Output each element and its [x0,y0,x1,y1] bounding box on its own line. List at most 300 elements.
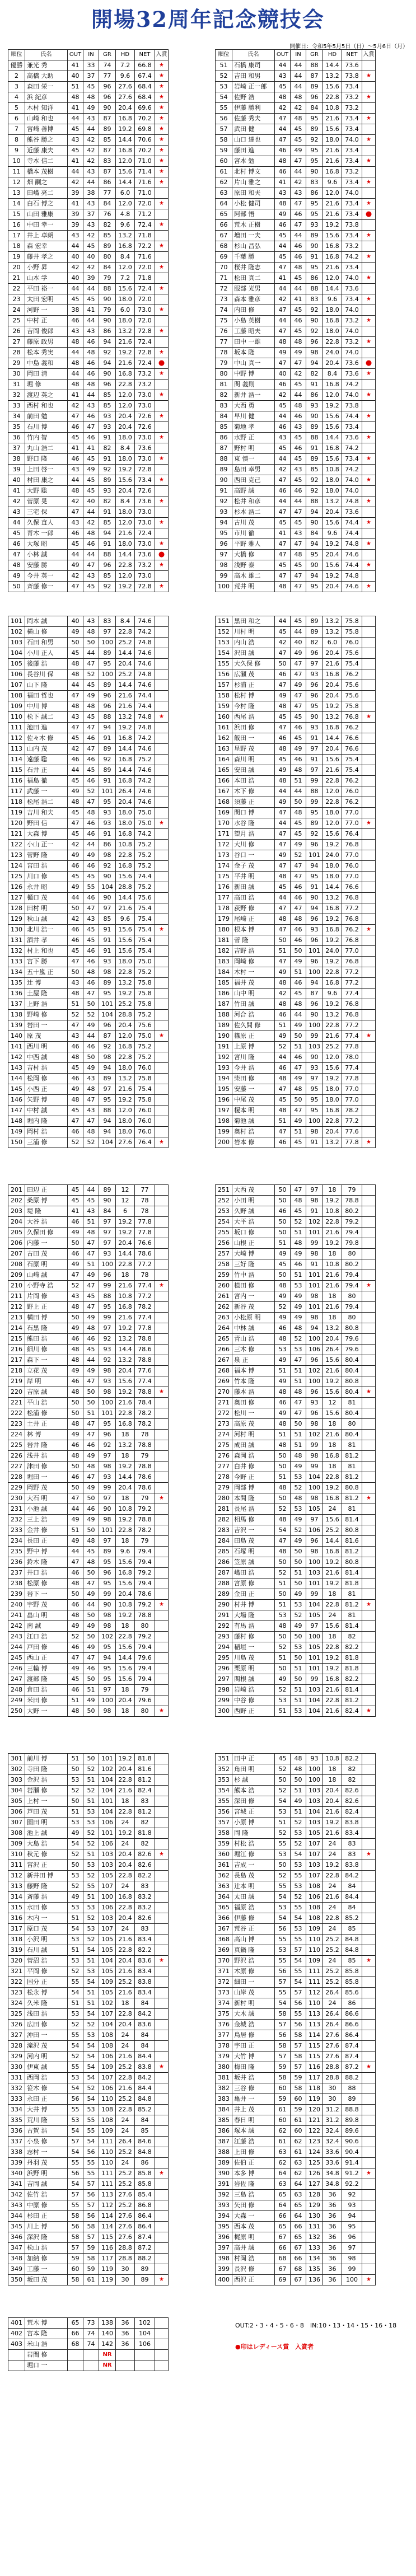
rank-cell: 124 [8,861,25,872]
in-cell: 48 [83,1557,99,1568]
net-cell: 77.6 [342,1127,362,1137]
table-row [216,1547,376,1557]
net-cell: 72.6 [135,422,155,433]
prize-cell [362,765,376,776]
in-cell: 45 [291,305,306,316]
out-cell: 51 [68,1525,83,1536]
gr-cell: 98 [306,1547,323,1557]
gr-cell: 82 [99,497,116,507]
table-row [216,316,376,326]
hd-cell: 18 [323,1185,342,1196]
rank-cell: 112 [8,733,25,744]
gr-cell: 92 [306,486,323,497]
name-cell: 沖田 一 [25,2030,68,2041]
hd-cell: 22.8 [116,560,135,571]
table-row [8,135,169,146]
hd-cell: 15.6 [323,829,342,840]
name-cell: 渡部 隆 [25,1674,68,1685]
hd-cell: 36 [323,2232,342,2243]
prize-cell [362,1786,376,1796]
table-row [216,358,376,369]
prize-star-icon: ★ [362,273,376,284]
rank-cell: 148 [8,1116,25,1127]
table-row [216,199,376,209]
name-cell: 堀口 一 [25,2360,68,2371]
rank-cell: 307 [8,1818,25,1828]
out-cell: 55 [275,1935,291,1945]
in-cell: 49 [291,1536,306,1547]
rank-cell: 246 [8,1664,25,1674]
table-row [216,1536,376,1547]
prize-star-icon: ★ [362,518,376,528]
net-cell: 72.8 [135,582,155,592]
hd-cell: 10.8 [116,1600,135,1610]
table-row [8,401,169,411]
name-cell: 石田 和男 [25,638,68,648]
hd-cell: 24 [116,1881,135,1892]
net-cell: 78.2 [135,1302,155,1313]
net-cell: 78.2 [135,1408,155,1419]
table-row [216,1642,376,1653]
prize-cell [155,1020,169,1031]
name-cell: 武田 健 [232,124,275,135]
in-cell: 33 [83,60,99,71]
rank-cell: 382 [216,2083,232,2094]
table-row [8,1020,169,1031]
rank-cell: 171 [216,829,232,840]
rank-cell: 155 [216,659,232,669]
prize-star-icon: ★ [362,2168,376,2179]
out-cell: 44 [275,241,291,252]
rank-cell: 351 [216,1754,232,1764]
table-row [8,786,169,797]
hd-cell: 24 [323,1504,342,1515]
out-cell: 48 [275,1515,291,1525]
table-row [216,1398,376,1408]
in-cell: 45 [83,1547,99,1557]
prize-cell [362,1345,376,1355]
rank-cell: 332 [8,2083,25,2094]
gr-cell: 89 [306,231,323,241]
net-cell: 84 [135,2115,155,2126]
rank-cell: 59 [216,146,232,156]
prize-cell [362,348,376,358]
table-row [216,1860,376,1871]
prize-cell [155,1419,169,1430]
gr-cell: 109 [306,1956,323,1966]
prize-cell [155,1913,169,1924]
rank-cell: 223 [8,1419,25,1430]
in-cell: 45 [291,712,306,723]
gr-cell: 110 [306,1945,323,1956]
name-cell: 高木 雄二 [232,571,275,582]
net-cell: 85 [342,1956,362,1966]
table-row [8,411,169,422]
prize-cell [362,1807,376,1818]
net-cell: 75.8 [135,1095,155,1106]
rank-cell: 366 [216,1913,232,1924]
hd-cell: 36 [323,2264,342,2275]
out-cell: 51 [275,1366,291,1376]
out-cell: 41 [68,390,83,401]
out-cell: 41 [68,156,83,167]
in-cell: 47 [291,659,306,669]
out-cell: 40 [275,369,291,380]
out-cell: 50 [68,1238,83,1249]
rank-cell: 9 [8,146,25,156]
gr-cell: 82 [99,220,116,231]
out-cell: 46 [275,146,291,156]
out-cell: 50 [275,1493,291,1504]
gr-cell: 105 [99,1988,116,1998]
prize-cell [155,1547,169,1557]
hd-cell: 18 [116,1430,135,1440]
rank-cell: 286 [216,1557,232,1568]
out-cell: 53 [68,1818,83,1828]
out-cell: 52 [275,1642,291,1653]
in-cell: 49 [291,1515,306,1525]
gr-cell: 93 [306,1063,323,1074]
out-cell: 67 [275,2232,291,2243]
out-cell: 43 [68,712,83,723]
in-cell: 46 [83,893,99,903]
out-cell: 52 [68,1632,83,1642]
out-cell: 50 [68,903,83,914]
gr-cell: 103 [306,1860,323,1871]
prize-cell [362,1913,376,1924]
net-cell: 73.2 [342,241,362,252]
net-cell: 74.4 [135,872,155,882]
out-cell: 50 [275,935,291,946]
hd-cell: 24 [323,1610,342,1621]
rank-cell: 25 [8,316,25,326]
gr-cell: 94 [99,358,116,369]
hd-cell: 18.0 [323,808,342,818]
out-cell: 51 [68,1913,83,1924]
net-cell: 82 [135,1818,155,1828]
rank-cell: 392 [216,2190,232,2200]
name-cell: 西沢 正 [232,2275,275,2285]
in-cell: 44 [83,1355,99,1366]
gr-cell: 98 [306,348,323,358]
rank-cell: 109 [8,701,25,712]
in-cell: 45 [291,454,306,465]
prize-star-icon: ★ [362,114,376,124]
prize-star-icon: ★ [362,433,376,443]
rank-cell: 356 [216,1807,232,1818]
rank-cell: 181 [216,935,232,946]
net-cell: 79 [135,1451,155,1462]
hd-cell: 27.6 [116,1137,135,1148]
net-cell: 77.2 [342,1020,362,1031]
in-cell: 41 [83,443,99,454]
out-cell: 51 [68,82,83,92]
gr-cell: 103 [306,1042,323,1052]
table-row [216,1956,376,1966]
table-row [8,475,169,486]
out-cell: 43 [68,1291,83,1302]
name-cell: 増田 一夫 [232,231,275,241]
gr-cell: 91 [306,1206,323,1217]
name-cell: 田島 茂 [232,1536,275,1547]
rank-cell: 83 [216,401,232,411]
out-cell: 50 [275,1775,291,1786]
net-cell: 77.2 [135,1291,155,1302]
net-cell: 73.8 [342,220,362,231]
in-cell: 59 [83,2243,99,2254]
out-cell: 46 [68,1217,83,1228]
table-row [216,1052,376,1063]
table-row [8,1238,169,1249]
rank-cell: 179 [216,914,232,925]
table-row [8,935,169,946]
in-cell: 45 [291,380,306,390]
hd-cell: 20.4 [116,103,135,114]
hd-cell: 15.6 [116,946,135,957]
name-cell: 小山 正一 [25,840,68,850]
table-row [8,861,169,872]
in-cell: 46 [83,433,99,443]
in-cell: 50 [291,1031,306,1042]
in-cell: 48 [83,1462,99,1472]
rank-cell: 213 [8,1313,25,1323]
rank-cell: 292 [216,1621,232,1632]
gr-cell: 108 [306,1881,323,1892]
gr-cell: 98 [306,1249,323,1259]
table-row [216,701,376,712]
prize-star-icon: ★ [362,177,376,188]
in-cell: 57 [83,2179,99,2190]
gr-cell: 84 [99,199,116,209]
rank-cell: 29 [8,358,25,369]
table-row [8,978,169,989]
in-cell: 44 [83,1185,99,1196]
net-cell: 80 [342,1249,362,1259]
in-cell: 50 [291,1547,306,1557]
hd-cell: 14.4 [323,433,342,443]
name-cell: 上野 浩 [25,999,68,1010]
prize-cell [155,1589,169,1600]
table-row [216,2275,376,2285]
table-row [8,582,169,592]
gr-cell: 106 [306,1525,323,1536]
in-cell: 48 [83,1127,99,1137]
hd-cell: 14.4 [116,135,135,146]
name-cell: 堀田 一 [25,1472,68,1483]
prize-cell [362,840,376,850]
net-cell: 82 [135,1839,155,1849]
name-cell: 永田 正 [25,2094,68,2105]
in-cell: 47 [291,582,306,592]
in-cell: 46 [291,893,306,903]
name-cell: 小西 正 [25,1084,68,1095]
prize-cell [362,1042,376,1052]
hd-cell: 12 [323,1398,342,1408]
rank-cell: 269 [216,1376,232,1387]
name-cell: 杉田 正 [25,2211,68,2222]
name-cell: 大木 誠 [232,2009,275,2020]
prize-cell [362,465,376,475]
gr-cell: 112 [99,2200,116,2211]
out-cell: 48 [275,1547,291,1557]
hd-cell: 20.4 [116,2020,135,2030]
prize-cell [155,723,169,733]
net-cell: 74.4 [342,528,362,539]
table-row [216,2254,376,2264]
name-cell: 関口 博 [232,808,275,818]
gr-cell: 106 [99,1903,116,1913]
prize-cell [155,1052,169,1063]
rank-cell: 35 [8,422,25,433]
in-cell: 49 [83,1642,99,1653]
name-cell: 福本 博 [232,1366,275,1376]
prize-cell [362,1557,376,1568]
net-cell: 77.4 [342,989,362,999]
in-cell: 39 [83,273,99,284]
net-cell: 78.6 [135,1345,155,1355]
gr-cell: 95 [99,797,116,808]
name-cell: 上田 修 [232,2147,275,2158]
out-cell: 65 [275,2190,291,2200]
rank-cell: 401 [8,2318,25,2329]
prize-cell [362,1818,376,1828]
gr-cell: 93 [306,1754,323,1764]
name-cell: 桜井 隆志 [232,263,275,273]
table-row [216,528,376,539]
prize-star-icon: ★ [362,497,376,507]
in-cell: 44 [83,124,99,135]
in-cell: 62 [291,2168,306,2179]
table-row [216,2243,376,2254]
prize-cell [362,1127,376,1137]
in-cell: 47 [83,1281,99,1291]
in-cell: 48 [291,92,306,103]
table-row [8,284,169,294]
in-cell: 49 [83,103,99,114]
prize-cell [362,1355,376,1366]
rank-cell: 107 [8,680,25,691]
gr-cell: 110 [99,2158,116,2168]
net-cell: 72.8 [135,465,155,475]
rank-cell: 232 [8,1515,25,1525]
prize-cell [362,1579,376,1589]
rank-cell: 397 [216,2243,232,2254]
rank-cell: 357 [216,1818,232,1828]
hd-cell: 31.2 [323,2105,342,2115]
net-cell: 75.4 [135,946,155,957]
net-cell: 84.8 [342,1935,362,1945]
prize-cell [362,486,376,497]
rank-cell: 376 [216,2020,232,2030]
prize-cell [362,2094,376,2105]
out-cell: 49 [68,1664,83,1674]
in-cell: 49 [83,1270,99,1281]
prize-cell [362,967,376,978]
name-cell: 中山 真一 [232,358,275,369]
rank-cell: 104 [8,648,25,659]
gr-cell: 90 [306,518,323,528]
out-cell: 51 [68,1807,83,1818]
hd-cell: 24 [116,2158,135,2168]
prize-cell [362,1116,376,1127]
name-cell: 今村 隆 [232,701,275,712]
out-cell: 58 [68,2275,83,2285]
hd-cell: 25.2 [323,1525,342,1536]
net-cell: 78.6 [135,1249,155,1259]
name-cell: 野口 隆 [25,454,68,465]
name-cell: 久保 直人 [25,518,68,528]
name-cell: 岡田 清 [25,369,68,380]
table-row [216,443,376,454]
out-cell: 48 [275,1621,291,1632]
hd-cell: 20.4 [323,680,342,691]
gr-cell: 102 [306,1430,323,1440]
hd-cell: 32.4 [323,2126,342,2137]
in-cell: 40 [83,252,99,263]
net-cell: 82.2 [342,1642,362,1653]
net-cell: 75.2 [135,1052,155,1063]
prize-cell [155,2020,169,2030]
net-cell: 83.4 [135,1966,155,1977]
name-cell: 平野 雅人 [232,539,275,550]
in-cell: 51 [291,1807,306,1818]
rank-cell: 217 [8,1355,25,1366]
rank-cell: 317 [8,1924,25,1935]
out-cell: 52 [68,1881,83,1892]
net-cell: 98 [342,2254,362,2264]
name-cell: 矢田 修 [232,2200,275,2211]
gr-cell: 91 [99,507,116,518]
hd-cell: 15.6 [323,1063,342,1074]
hd-cell: 13.2 [323,497,342,507]
hd-cell: 19.2 [116,582,135,592]
name-cell: 小原 博 [232,1818,275,1828]
net-cell: 75.2 [135,967,155,978]
net-cell: 79.2 [342,1217,362,1228]
name-cell: 佐々木 修 [25,733,68,744]
name-cell: 横田 博 [25,1313,68,1323]
name-cell: 吉成 一 [232,1860,275,1871]
name-cell: 広瀬 茂 [232,669,275,680]
table-row [8,124,169,135]
out-cell: 50 [275,1451,291,1462]
hd-cell: 36 [323,2243,342,2254]
name-cell: 大島 浩 [25,1839,68,1849]
gr-cell: 89 [306,616,323,627]
in-cell: 44 [83,177,99,188]
gr-cell: 96 [99,92,116,103]
name-cell: 新村 明 [232,1998,275,2009]
prize-cell [362,1010,376,1020]
name-cell: 立花 茂 [25,1366,68,1376]
in-cell: 43 [83,167,99,177]
gr-cell: 93 [306,1398,323,1408]
prize-star-icon: ★ [155,2275,169,2285]
gr-cell: 136 [306,2275,323,2285]
rank-cell: 301 [8,1754,25,1764]
gr-cell: 89 [99,744,116,755]
out-cell: 47 [275,114,291,124]
rank-cell: 197 [216,1106,232,1116]
table-row [8,348,169,358]
name-cell: 熊谷 勝之 [25,135,68,146]
table-row [216,177,376,188]
gr-cell: 96 [306,648,323,659]
hd-cell: 8.4 [116,443,135,454]
out-cell: 47 [275,957,291,967]
gr-cell: 119 [306,2094,323,2105]
table-row [216,1610,376,1621]
